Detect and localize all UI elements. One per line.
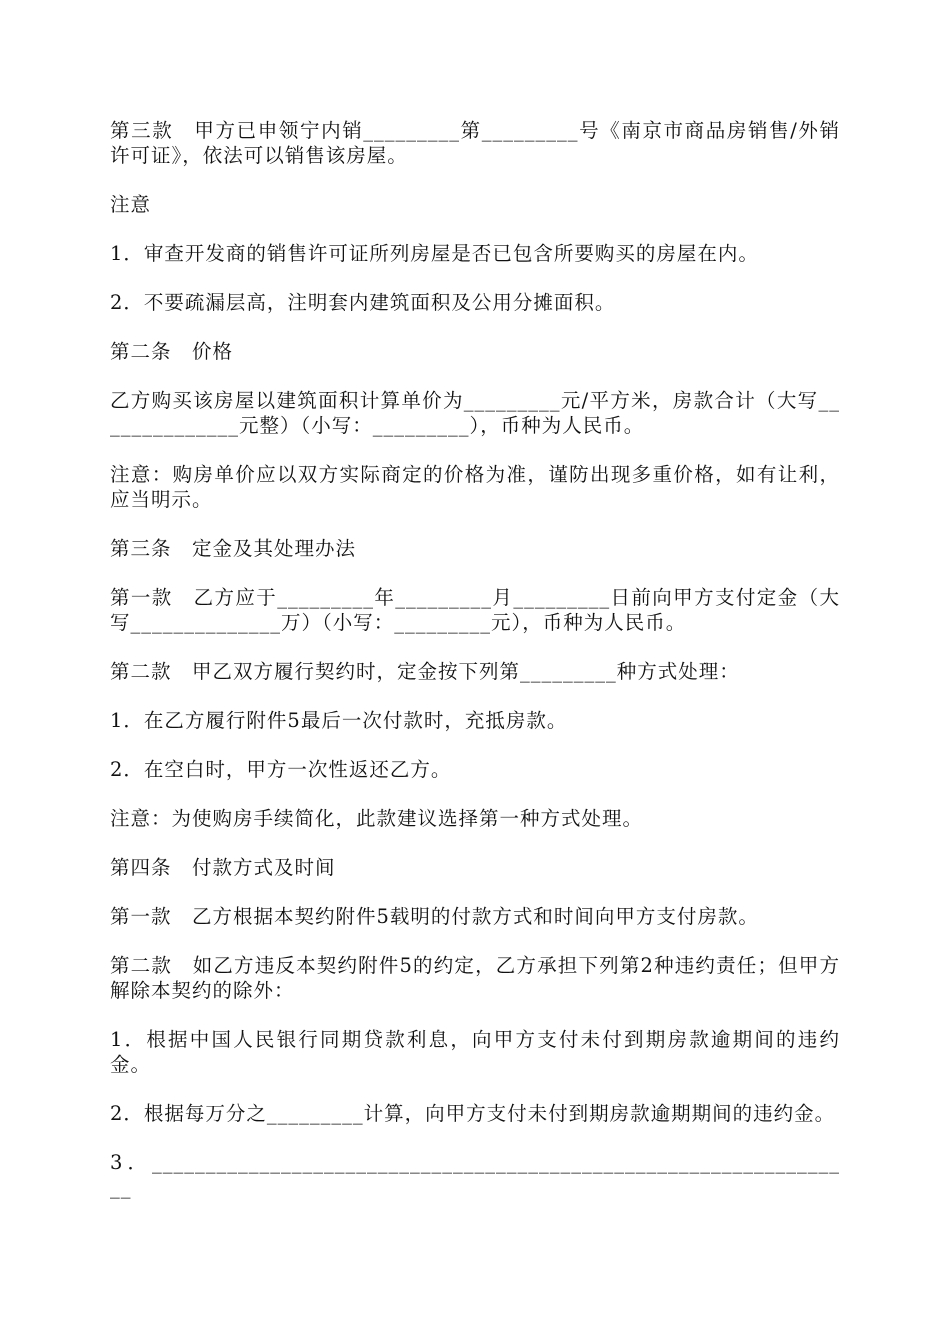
payment-clause-1: 第一款 乙方根据本契约附件5载明的付款方式和时间向甲方支付房款。 [110,905,759,928]
article-4-heading: 第四条 付款方式及时间 [110,856,336,879]
clause-3-permit: 第三款 甲方已申领宁内销_________第_________号《南京市商品房销售/外销许可证》，依法可以销售该房屋。 [110,119,840,167]
payment-clause-2: 第二款 如乙方违反本契约附件5的约定，乙方承担下列第2种违约责任；但甲方解除本契约的除外： [110,954,840,1002]
article-3-heading: 第三条 定金及其处理办法 [110,537,357,560]
penalty-option-2: 2．根据每万分之_________计算，向甲方支付未付到期房款逾期期间的违约金。 [110,1102,836,1125]
article-2-heading: 第二条 价格 [110,340,234,363]
deposit-note: 注意：为使购房手续简化，此款建议选择第一种方式处理。 [110,807,644,830]
deposit-option-1: 1．在乙方履行附件5最后一次付款时，充抵房款。 [110,709,568,732]
note-item-1: 1．审查开发商的销售许可证所列房屋是否已包含所要购买的房屋在内。 [110,242,759,265]
deposit-option-2: 2．在空白时，甲方一次性返还乙方。 [110,758,452,781]
penalty-option-3: 3．__________________________________________________________________ [110,1151,840,1199]
price-paragraph: 乙方购买该房屋以建筑面积计算单价为_________元/平方米，房款合计（大写______________元整）（小写：_________），币种为人民币。 [110,389,840,437]
penalty-option-1: 1．根据中国人民银行同期贷款利息，向甲方支付未付到期房款逾期间的违约金。 [110,1028,840,1076]
note-heading: 注意 [110,193,152,216]
price-note: 注意：购房单价应以双方实际商定的价格为准，谨防出现多重价格，如有让利，应当明示。 [110,463,840,511]
deposit-clause-1: 第一款 乙方应于_________年_________月_________日前向甲方支付定金（大写______________万）（小写：_________元），币种为人民币。 [110,586,840,634]
note-item-2: 2．不要疏漏层高，注明套内建筑面积及公用分摊面积。 [110,291,616,314]
deposit-clause-2: 第二款 甲乙双方履行契约时，定金按下列第_________种方式处理： [110,660,740,683]
